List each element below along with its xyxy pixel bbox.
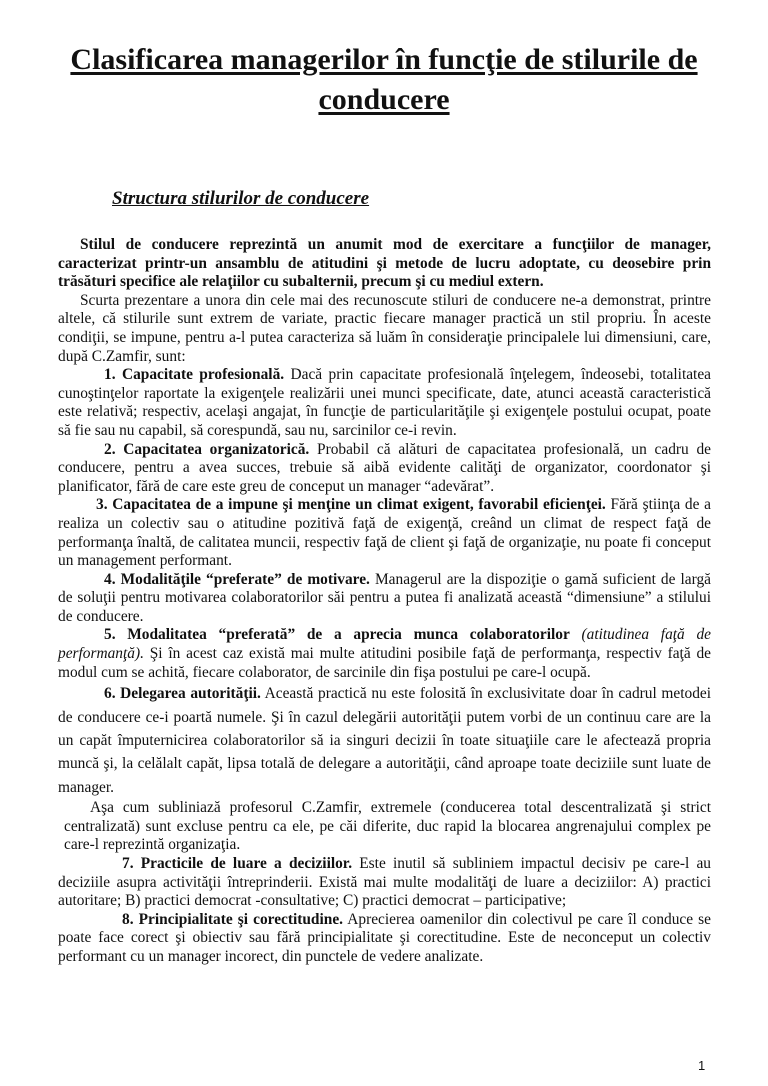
list-item-7 <box>58 855 711 911</box>
list-item-5 <box>58 626 711 682</box>
item-text: Aprecierea oamenilor din colectivul pe care îl conduce se poate face corect şi obiectiv sau fără principialitate şi corectitudine. Este de neconceput un colectiv performant cu un manager incorect, din punctele de vedere analizate. <box>58 910 711 966</box>
item-heading: 4. Modalităţile “preferate” de motivare. <box>104 570 370 588</box>
item-text: Şi în acest caz există mai multe atitudini posibile faţă de performanţa, respectiv faţă de modul cum se achită, fiecare colaborator, de sarcinile din fişa postului pe care-l ocupă. <box>58 645 711 681</box>
item-heading: 1. Capacitate profesională. <box>104 366 285 384</box>
list-item-1 <box>58 366 711 440</box>
list-item-2 <box>58 441 711 497</box>
item-heading: 5. Modalitatea “preferată” de a aprecia munca colaboratorilor <box>104 626 570 644</box>
intro-paragraph: Scurta prezentare a unora din cele mai des recunoscute stiluri de conducere ne-a demonstrat, printre altele, că stilurile sunt extrem de variate, practic fiecare manager practică un stil propriu. În aceste condiţii, se impune, pentru a-l putea caracteriza să luăm în consideraţie principalele lui dimensiuni, care, după C.Zamfir, sunt: <box>58 291 711 365</box>
item-text: Probabil că alături de capacitatea profesională, un cadru de conducere, pentru a avea succes, trebuie să aibă evidente calităţi de organizator, coordonator şi planificator, fără de care este greu de conceput un manager “adevărat”. <box>58 440 711 495</box>
item-text: Managerul are la dispoziţie o gamă suficient de largă de soluţii pentru motivarea colaboratorilor săi pentru a putea fi analizată această “dimensiune” a stilului de conducere. <box>58 570 711 625</box>
item-heading: 6. Delegarea autorităţii. <box>104 685 261 703</box>
list-item-3 <box>58 496 711 570</box>
item-text: Această practică nu este folosită în exclusivitate doar în cadrul metodei de conducere ce-i poartă numele. Şi în cazul delegării autorităţii putem vorbi de un continuu care are la un capăt împuternicirea colaboratorilor să ia singuri decizii în toate situaţiile care le afectează propria muncă şi, la celălalt capăt, lipsa totală de delegare a autorităţii, când aproape toate deciziile sunt luate de manager. <box>58 685 711 796</box>
page-title: Clasificarea managerilor în funcţie de stilurile de conducere <box>70 43 698 116</box>
item-text: Dacă prin capacitate profesională înţelegem, îndeosebi, totalitatea cunoştinţelor raportate la exigenţele realizării unei munci specificate, date, atunci această caracteristică este relativă; respectiv, acelaşi angajat, în funcţie de particularităţile şi exigenţele postului ocupat, poate să fie sau nu capabil, să corespundă, sau nu, sarcinilor ce-i revin. <box>58 366 711 439</box>
item-italic-note: (atitudinea faţă de performanţă). <box>58 626 711 663</box>
page-number: 1 <box>698 1058 706 1073</box>
item-text: Fără ştiinţa de a realiza un colectiv sau o atitudine pozitivă faţă de exigenţă, creând un climat de respect faţă de performanţa înaltă, de calitatea muncii, respectiv faţă de client şi faţă de organizaţie, nu poate fi conceput un management performant. <box>58 496 712 570</box>
item-heading: 2. Capacitatea organizatorică. <box>104 440 310 458</box>
item-heading: 8. Principialitate şi corectitudine. <box>122 910 344 928</box>
item-text: Este inutil să subliniem impactul decisiv pe care-l au deciziile asupra activităţii întreprinderii. Există mai multe modalităţi de luare a deciziilor: A) practici autoritare; B) practici democrat -consultative; C) practici democrat – participative; <box>58 855 711 910</box>
item-heading: 3. Capacitatea de a impune şi menţine un climat exigent, favorabil eficienţei. <box>96 496 606 514</box>
item-heading: 7. Practicile de luare a deciziilor. <box>122 855 353 873</box>
zamfir-paragraph: Aşa cum subliniază profesorul C.Zamfir, extremele (conducerea total descentralizată şi strict centralizată) sunt excluse pentru ca ele, pe căi diferite, duc rapid la blocarea angrenajului complex pe care-l reprezintă organizaţia. <box>64 799 711 854</box>
list-item-4 <box>58 571 711 627</box>
list-item-8 <box>58 911 711 967</box>
section-subtitle: Structura stilurilor de conducere <box>112 188 370 209</box>
list-item-6 <box>58 682 711 799</box>
body-text <box>58 236 711 967</box>
lead-paragraph: Stilul de conducere reprezintă un anumit mod de exercitare a funcţiilor de manager, caracterizat printr-un ansamblu de atitudini şi metode de lucru adoptate, cu deosebire prin trăsături specifice ale relaţiilor cu subalternii, precum şi cu mediul extern. <box>58 236 711 291</box>
